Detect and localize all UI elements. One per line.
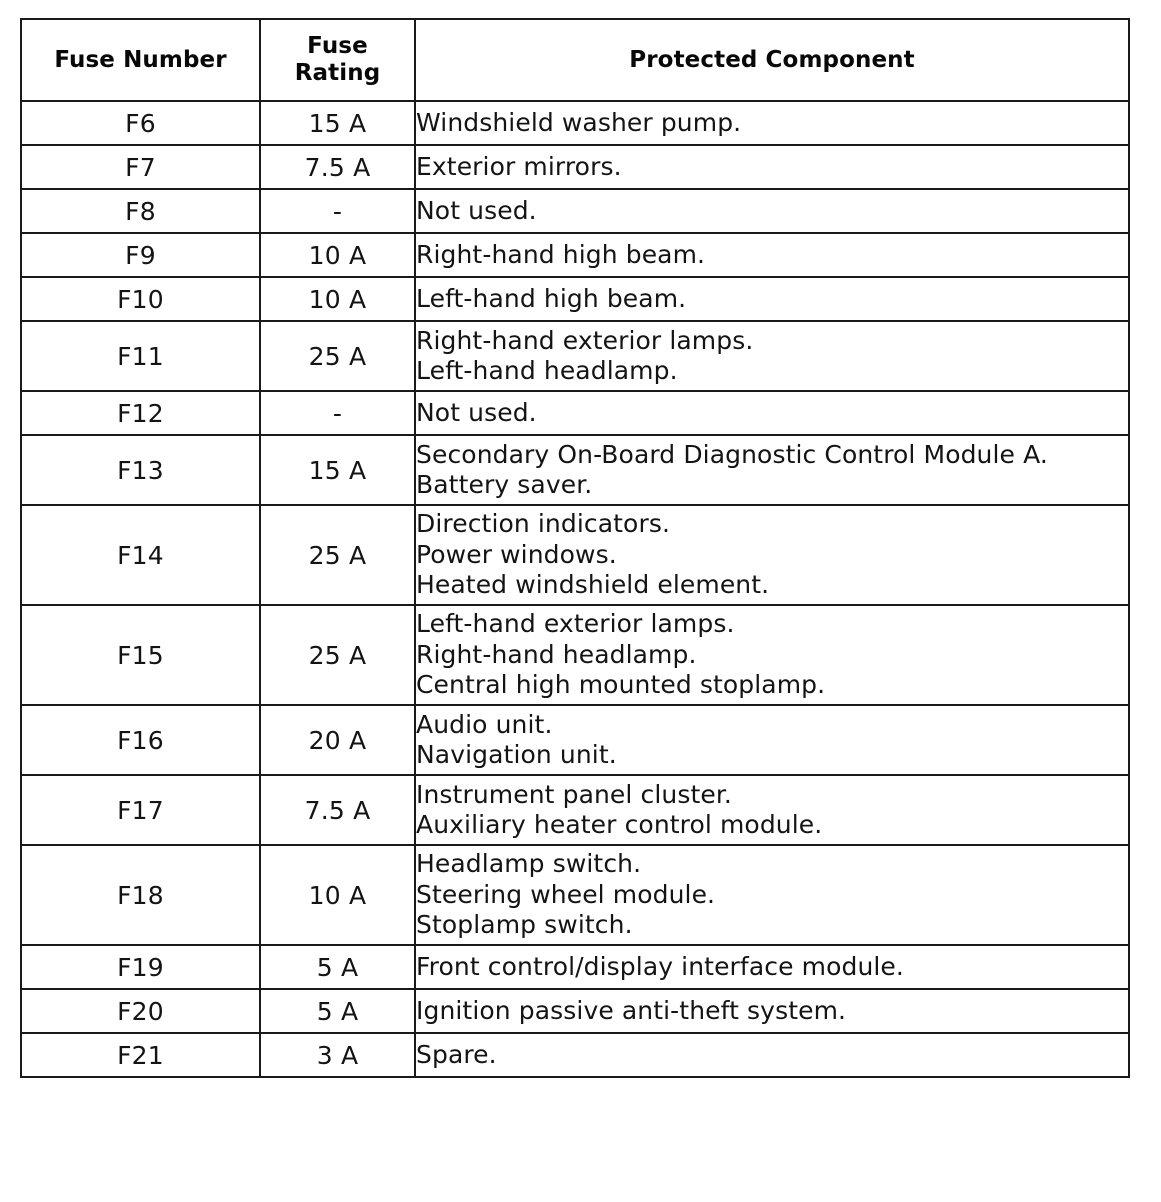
component-line: Right-hand exterior lamps. <box>416 325 754 355</box>
cell-fuse-rating: 7.5 A <box>260 145 415 189</box>
table-row <box>21 189 1129 233</box>
component-line: Auxiliary heater control module. <box>416 810 823 839</box>
component-line: Heated windshield element. <box>416 570 770 600</box>
cell-protected-component <box>415 391 1129 435</box>
cell-protected-component <box>415 233 1129 277</box>
cell-fuse-rating: 25 A <box>260 605 415 705</box>
cell-protected-component <box>415 101 1129 145</box>
component-line: Windshield washer pump. <box>416 107 742 137</box>
table-row <box>21 435 1129 505</box>
table-row <box>21 845 1129 945</box>
cell-fuse-rating: 10 A <box>260 845 415 945</box>
cell-fuse-rating: 5 A <box>260 989 415 1033</box>
cell-protected-component <box>415 189 1129 233</box>
component-line: Ignition passive anti-theft system. <box>416 995 847 1025</box>
component-line: Audio unit. <box>416 709 553 739</box>
table-header <box>21 19 1129 101</box>
cell-fuse-number: F19 <box>21 945 260 989</box>
component-line: Not used. <box>416 195 537 225</box>
table-row <box>21 101 1129 145</box>
column-header-fuse-rating-line1: Fuse <box>307 33 368 60</box>
cell-fuse-rating: 7.5 A <box>260 775 415 845</box>
component-line: Left-hand exterior lamps. <box>416 609 735 639</box>
table-row <box>21 605 1129 705</box>
table-row <box>21 277 1129 321</box>
cell-fuse-number: F6 <box>21 101 260 145</box>
cell-fuse-rating: 25 A <box>260 505 415 605</box>
cell-fuse-number: F10 <box>21 277 260 321</box>
cell-protected-component <box>415 845 1129 945</box>
cell-fuse-number: F7 <box>21 145 260 189</box>
header-row <box>21 19 1129 101</box>
cell-protected-component <box>415 145 1129 189</box>
fuse-table <box>20 18 1130 1078</box>
component-line: Direction indicators. <box>416 509 671 539</box>
cell-fuse-number: F14 <box>21 505 260 605</box>
component-line: Left-hand high beam. <box>416 283 687 313</box>
column-header-fuse-rating <box>260 19 415 101</box>
component-line: Spare. <box>416 1039 497 1069</box>
cell-fuse-number: F13 <box>21 435 260 505</box>
component-line: Battery saver. <box>416 470 593 499</box>
component-line: Exterior mirrors. <box>416 151 622 181</box>
column-header-protected-component: Protected Component <box>415 19 1129 101</box>
cell-fuse-rating: 5 A <box>260 945 415 989</box>
cell-protected-component <box>415 505 1129 605</box>
component-line: Right-hand headlamp. <box>416 639 697 669</box>
cell-protected-component <box>415 1033 1129 1077</box>
component-line: Not used. <box>416 397 537 427</box>
cell-fuse-number: F16 <box>21 705 260 775</box>
cell-fuse-rating: 10 A <box>260 277 415 321</box>
cell-fuse-rating: 25 A <box>260 321 415 391</box>
cell-protected-component <box>415 277 1129 321</box>
cell-protected-component <box>415 605 1129 705</box>
component-line: Left-hand headlamp. <box>416 356 678 385</box>
table-row <box>21 945 1129 989</box>
cell-protected-component <box>415 435 1129 505</box>
component-line: Instrument panel cluster. <box>416 779 732 809</box>
cell-protected-component <box>415 775 1129 845</box>
cell-fuse-number: F21 <box>21 1033 260 1077</box>
table-row <box>21 145 1129 189</box>
column-header-fuse-rating-line2: Rating <box>294 60 381 86</box>
cell-fuse-rating: 3 A <box>260 1033 415 1077</box>
cell-fuse-number: F11 <box>21 321 260 391</box>
component-line: Stoplamp switch. <box>416 910 633 940</box>
cell-protected-component <box>415 321 1129 391</box>
cell-fuse-rating: 10 A <box>260 233 415 277</box>
cell-fuse-number: F12 <box>21 391 260 435</box>
table-body <box>21 101 1129 1077</box>
table-row <box>21 1033 1129 1077</box>
table-row <box>21 233 1129 277</box>
table-row <box>21 391 1129 435</box>
cell-protected-component <box>415 705 1129 775</box>
cell-fuse-number: F17 <box>21 775 260 845</box>
cell-fuse-number: F20 <box>21 989 260 1033</box>
cell-fuse-number: F15 <box>21 605 260 705</box>
cell-fuse-rating: - <box>260 391 415 435</box>
component-line: Front control/display interface module. <box>416 951 904 981</box>
cell-fuse-number: F9 <box>21 233 260 277</box>
table-row <box>21 989 1129 1033</box>
component-line: Steering wheel module. <box>416 879 716 909</box>
component-line: Right-hand high beam. <box>416 239 706 269</box>
table-row <box>21 775 1129 845</box>
component-line: Headlamp switch. <box>416 849 642 879</box>
cell-fuse-number: F18 <box>21 845 260 945</box>
column-header-fuse-number: Fuse Number <box>21 19 260 101</box>
cell-fuse-rating: 20 A <box>260 705 415 775</box>
component-line: Power windows. <box>416 539 617 569</box>
cell-protected-component <box>415 945 1129 989</box>
cell-fuse-rating: 15 A <box>260 435 415 505</box>
cell-fuse-rating: 15 A <box>260 101 415 145</box>
table-row <box>21 321 1129 391</box>
cell-fuse-number: F8 <box>21 189 260 233</box>
table-row <box>21 705 1129 775</box>
component-line: Central high mounted stoplamp. <box>416 670 826 700</box>
component-line: Secondary On-Board Diagnostic Control Module A. <box>416 439 1048 469</box>
table-row <box>21 505 1129 605</box>
cell-fuse-rating: - <box>260 189 415 233</box>
cell-protected-component <box>415 989 1129 1033</box>
component-line: Navigation unit. <box>416 740 617 769</box>
